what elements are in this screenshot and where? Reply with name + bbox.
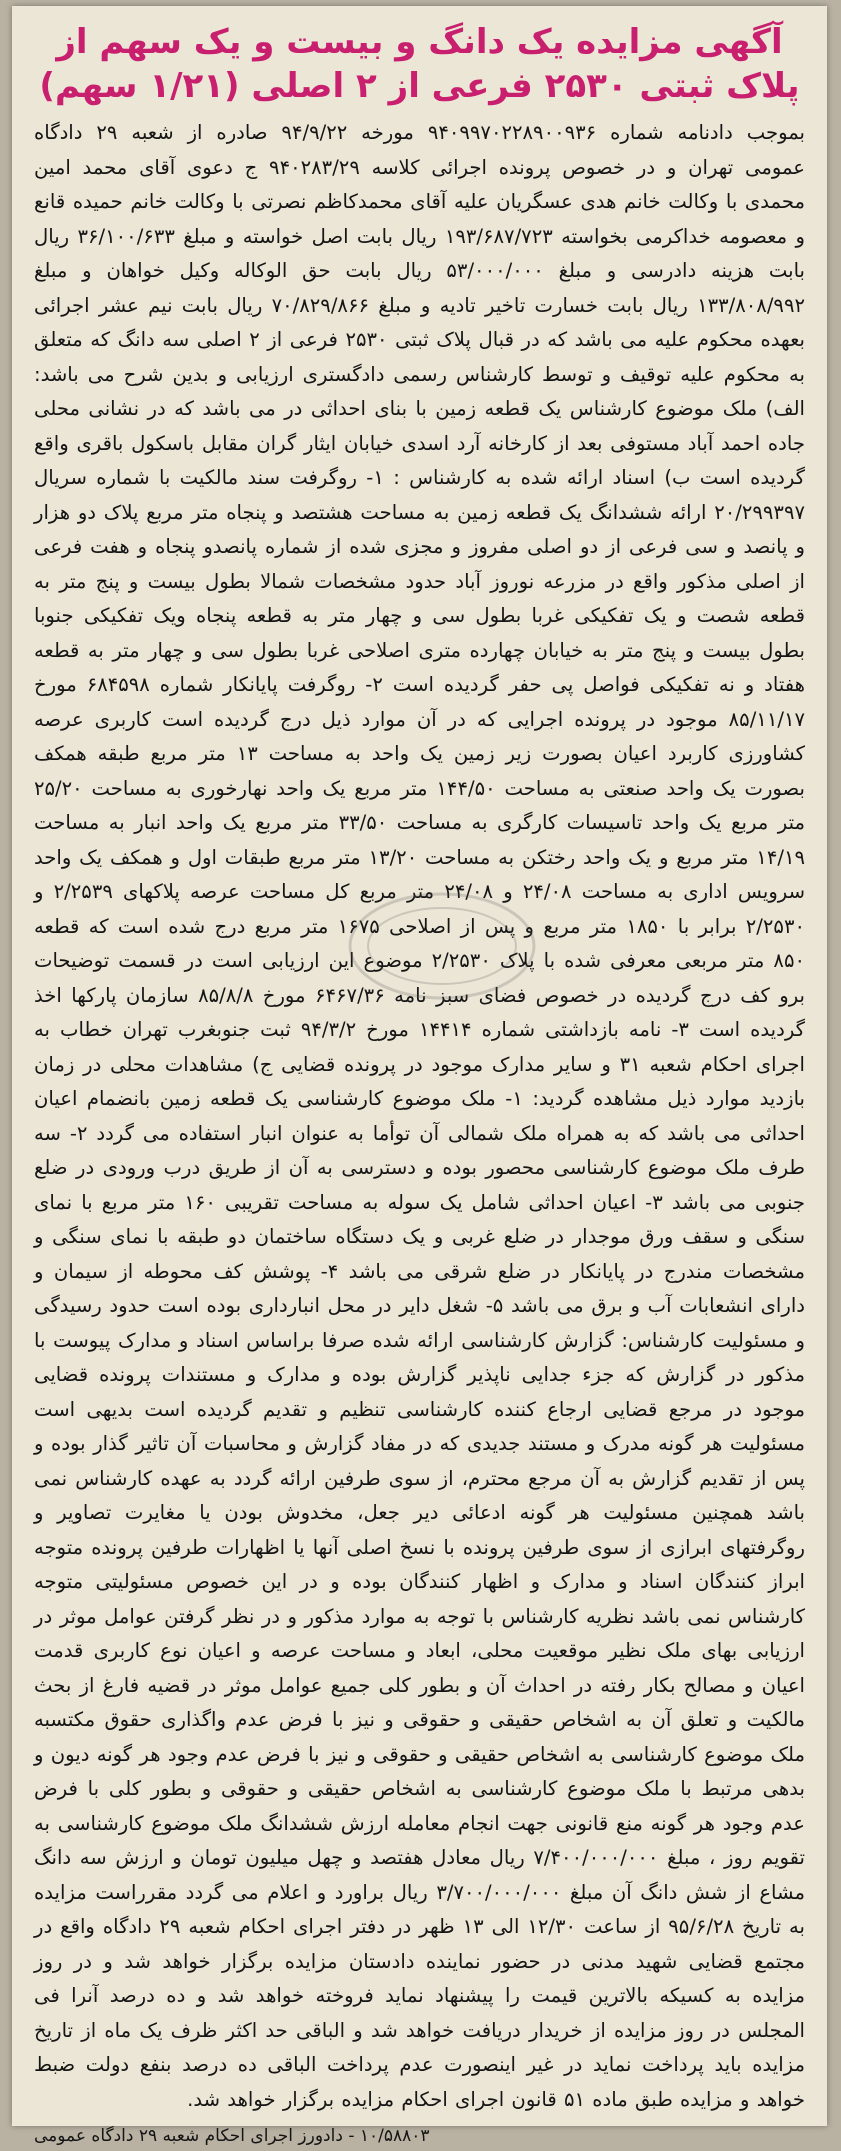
notice-body: بموجب دادنامه شماره ۹۴۰۹۹۷۰۲۲۸۹۰۰۹۳۶ مورخه ۹۴/۹/۲۲ صادره از شعبه ۲۹ دادگاه عمومی تهران و در خصوص پرونده اجرائی کلاسه ۹۴۰۲۸۳/۲۹ ج دعوی آقای محمد امین محمدی با وکالت خانم هدی عسگریان علیه آقای محمدکاظم نصرتی با وکالت خانم حمیده قانع و معصومه خداکرمی بخواسته ۱۹۳/۶۸۷/۷۲۳ ریال بابت اصل خواسته و مبلغ ۳۶/۱۰۰/۶۳۳ ریال بابت هزینه دادرسی و مبلغ ۵۳/۰۰۰/۰۰۰ ریال بابت حق الوکاله وکیل خواهان و مبلغ ۱۳۳/۸۰۸/۹۹۲ ریال بابت خسارت تاخیر تادیه و مبلغ ۷۰/۸۲۹/۸۶۶ ریال بابت نیم عشر اجرائی بعهده محکوم علیه می باشد که در قبال پلاک ثبتی ۲۵۳۰ فرعی از ۲ اصلی سه دانگ که متعلق به محکوم علیه توقیف و توسط کارشناس رسمی دادگستری ارزیابی و بدین شرح می باشد: الف) ملک موضوع کارشناس یک قطعه زمین با بنای احداثی در می باشد که در نشانی محلی جاده احمد آباد مستوفی بعد از کارخانه آرد اسدی خیابان ایثار گران مقابل باسکول باقری واقع گردیده است ب) اسناد ارائه شده به کارشناس : ۱- روگرفت سند مالکیت با شماره سریال ۲۰/۲۹۹۳۹۷ ارائه ششدانگ یک قطعه زمین به مساحت هشتصد و پنجاه متر مربع پلاک دو هزار و پانصد و سی فرعی از دو اصلی مفروز و مجزی شده از شماره پانصدو پنجاه و هفت فرعی از اصلی مذکور واقع در مزرعه نوروز آباد حدود مشخصات شمالا بطول بیست و پنج متر به قطعه شصت و یک تفکیکی غربا بطول سی و چهار متر به قطعه پنجاه ویک تفکیکی جنوبا بطول بیست و پنج متر به خیابان چهارده متری اصلاحی غربا بطول سی و چهار متر به قطعه هفتاد و نه تفکیکی فواصل پی حفر گردیده است ۲- روگرفت پایانکار شماره ۶۸۴۵۹۸ مورخ ۸۵/۱۱/۱۷ موجود در پرونده اجرایی که در آن موارد ذیل درج گردیده است کاربری عرصه کشاورزی کاربرد اعیان بصورت زیر زمین یک واحد به مساحت ۱۳ متر مربع طبقه همکف بصورت یک واحد صنعتی به مساحت ۱۴۴/۵۰ متر مربع یک واحد نهارخوری به مساحت ۲۵/۲۰ متر مربع یک واحد تاسیسات کارگری به مساحت ۳۳/۵۰ متر مربع یک واحد انبار به مساحت ۱۴/۱۹ متر مربع و یک واحد رختکن به مساحت ۱۳/۲۰ متر مربع طبقات اول و همکف یک واحد سرویس اداری به مساحت ۲۴/۰۸ و ۲۴/۰۸ متر مربع کل مساحت عرصه پلاکهای ۲/۲۵۳۹ و ۲/۲۵۳۰ برابر با ۱۸۵۰ متر مربع و پس از اصلاحی ۱۶۷۵ متر مربع درج شده است که قطعه ۸۵۰ متر مربعی معرفی شده با پلاک ۲/۲۵۳۰ موضوع این ارزیابی است در قسمت توضیحات برو کف درج گردیده در خصوص فضای سبز نامه ۶۴۶۷/۳۶ مورخ ۸۵/۸/۸ سازمان پارکها اخذ گردیده است ۳- نامه بازداشتی شماره ۱۴۴۱۴ مورخ ۹۴/۳/۲ ثبت جنوبغرب تهران خطاب به اجرای احکام شعبه ۳۱ و سایر مدارک موجود در پرونده قضایی ج) مشاهدات محلی در زمان بازدید موارد ذیل مشاهده گردید: ۱- ملک موضوع کارشناسی یک قطعه زمین بانضمام اعیان احداثی می باشد که به همراه ملک شمالی آن توأما به عنوان انبار استفاده می گردد ۲- سه طرف ملک موضوع کارشناسی محصور بوده و دسترسی به آن از طریق درب ورودی در ضلع جنوبی می باشد ۳- اعیان احداثی شامل یک سوله به مساحت تقریبی ۱۶۰ متر مربع با نمای سنگی و سقف ورق موجدار در ضلع غربی و یک دستگاه ساختمان دو طبقه با نمای سنگی و مشخصات مندرج در پایانکار در ضلع شرقی می باشد ۴- پوشش کف محوطه از سیمان و دارای انشعابات آب و برق می باشد ۵- شغل دایر در محل انبارداری بوده است حدود رسیدگی و مسئولیت کارشناس: گزارش کارشناسی ارائه شده صرفا براساس اسناد و مدارک پیوست با مذکور در گزارش که جزء جدایی ناپذیر گزارش بوده و مدارک و مستندات پرونده قضایی موجود در مرجع قضایی ارجاع کننده کارشناسی تنظیم و تقدیم گردیده است بدیهی است مسئولیت هر گونه مدرک و مستند جدیدی که در مفاد گزارش و محاسبات آن تاثیر گذار بوده و پس از تقدیم گزارش به آن مرجع محترم، از سوی طرفین ارائه گردد به عهده کارشناس نمی باشد همچنین مسئولیت هر گونه ادعائی دیر جعل، مخدوش بودن یا مغایرت تصاویر و روگرفتهای ابرازی از سوی طرفین پرونده با نسخ اصلی آنها یا اظهارات طرفین پرونده متوجه ابراز کنندگان اسناد و مدارک و اظهار کنندگان بوده و در این خصوص مسئولیتی متوجه کارشناس نمی باشد نظریه کارشناس با توجه به موارد مذکور و در نظر گرفتن عوامل موثر در ارزیابی بهای ملک نظیر موقعیت محلی، ابعاد و مساحت عرصه و اعیان نوع کاربری قدمت اعیان و مصالح بکار رفته در احداث آن و بطور کلی جمیع عوامل موثر در قضیه فارغ از بحث مالکیت و تعلق آن به اشخاص حقیقی و حقوقی و نیز با فرض عدم واگذاری حقوق مکتسبه ملک موضوع کارشناسی به اشخاص حقیقی و حقوقی و نیز با فرض عدم وجود هر گونه دیون و بدهی مرتبط با ملک موضوع کارشناسی به اشخاص حقیقی و حقوقی و بطور کلی با فرض عدم وجود هر گونه منع قانونی جهت انجام معامله ارزش ششدانگ ملک موضوع کارشناسی به تقویم روز ، مبلغ ۷/۴۰۰/۰۰۰/۰۰۰ ریال معادل هفتصد و چهل میلیون تومان و ارزش سه دانگ مشاع از شش دانگ آن مبلغ ۳/۷۰۰/۰۰۰/۰۰۰ ریال براورد و اعلام می گردد مقرراست مزایده به تاریخ ۹۵/۶/۲۸ از ساعت ۱۲/۳۰ الی ۱۳ ظهر در دفتر اجرای احکام شعبه ۲۹ دادگاه واقع در مجتمع قضایی شهید مدنی در حضور نماینده دادستان مزایده برگزار خواهد شد و در روز مزایده به کسیکه بالاترین قیمت را پیشنهاد نماید فروخته خواهد شد و ده درصد آنرا فی المجلس در روز مزایده از خریدار دریافت خواهد شد و الباقی حد اکثر ظرف یک ماه از تاریخ مزایده باید پرداخت نماید در غیر اینصورت عدم پرداخت الباقی ده درصد بنفع دولت ضبط خواهد و مزایده طبق ماده ۵۱ قانون اجرای احکام مزایده برگزار خواهد شد. [34,121,806,2111]
newspaper-clipping [12,6,827,2146]
notice-footer: ۱۰/۵۸۸۰۳ - دادورز اجرای احکام شعبه ۲۹ دادگاه عمومی [34,2126,430,2146]
notice-title: آگهی مزایده یک دانگ و بیست و یک سهم از پلاک ثبتی ۲۵۳۰ فرعی از ۲ اصلی (۱/۲۱ سهم) [39,22,800,106]
